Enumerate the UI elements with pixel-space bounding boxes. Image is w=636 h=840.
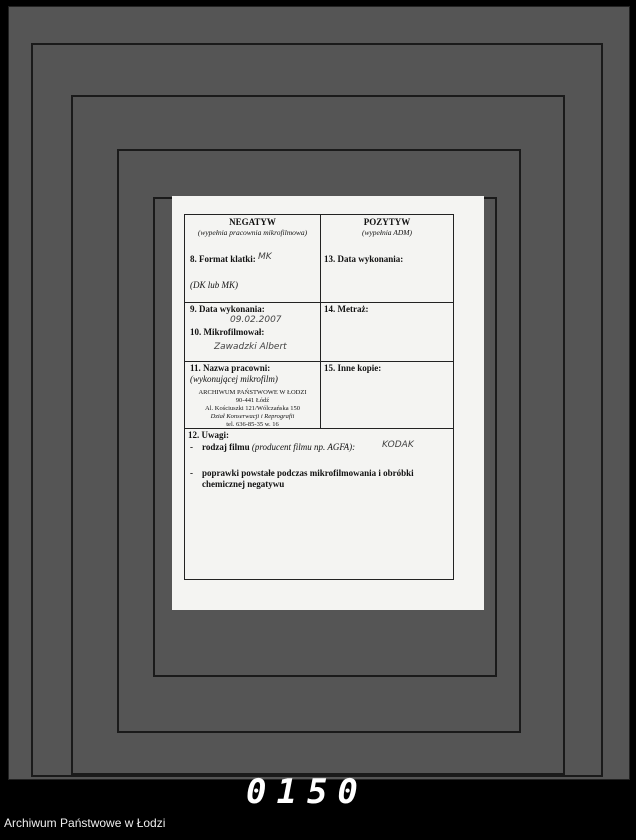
pozytyw-title: POZYTYW [363, 217, 411, 227]
negatyw-subtitle: (wypełnia pracownia mikrofilmowa) [197, 228, 308, 237]
archive-footer: Archiwum Państwowe w Łodzi [4, 816, 166, 830]
stamp-line: Dział Konserwacji i Reprografii [210, 413, 295, 420]
field-10-value: Zawadzki Albert [214, 342, 287, 352]
field-9-label: 9. Data wykonania: [190, 304, 265, 314]
stamp-line: ARCHIWUM PAŃSTWOWE W ŁODZI [198, 389, 307, 396]
field-12-label: 12. Uwagi: [188, 430, 229, 440]
frame-number: 0150 [246, 772, 368, 812]
archive-stamp [190, 389, 315, 429]
field-8-label: 8. Format klatki: [190, 254, 256, 264]
field-15-label: 15. Inne kopie: [324, 363, 382, 373]
field-10-label: 10. Mikrofilmował: [190, 327, 265, 337]
bullet: - [190, 468, 193, 478]
field-13-label: 13. Data wykonania: [324, 254, 404, 264]
field-14-label: 14. Metraż: [324, 304, 369, 314]
pozytyw-subtitle: (wypełnia ADM) [361, 228, 413, 237]
bullet: - [190, 442, 193, 452]
field-8-hint: (DK lub MK) [190, 280, 238, 290]
field-11-label: 11. Nazwa pracowni: [190, 363, 271, 373]
film-type-hint: (producent filmu np. AGFA): [251, 442, 356, 452]
microfilm-form-card [172, 196, 484, 610]
film-type-value: KODAK [382, 440, 414, 450]
corrections-line-2: chemicznej negatywu [202, 479, 285, 489]
field-8-value: MK [258, 252, 272, 262]
stamp-line: 90-441 Łódź [235, 397, 270, 404]
field-11-hint: (wykonującej mikrofilm) [190, 374, 278, 384]
negatyw-title: NEGATYW [229, 217, 276, 227]
field-9-value: 09.02.2007 [230, 315, 282, 325]
film-type-label [202, 442, 355, 452]
film-type-text: rodzaj filmu [202, 442, 250, 452]
stamp-line: tel. 636-85-35 w. 16 [226, 421, 279, 428]
stamp-line: Al. Kościuszki 121/Wólczańska 150 [205, 405, 300, 412]
corrections-line-1: poprawki powstałe podczas mikrofilmowania i obróbki [202, 468, 414, 478]
